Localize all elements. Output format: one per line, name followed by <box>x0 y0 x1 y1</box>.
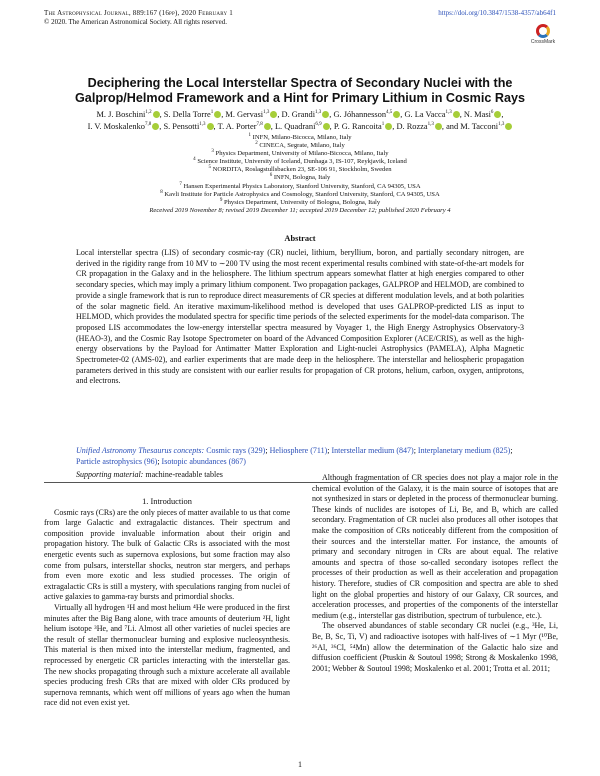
affiliation-9: $^9$ Physics Department, University of Bologna, Bologna, Italy <box>219 197 381 206</box>
copyright-notice: © 2020. The American Astronomical Society. All rights reserved. <box>44 18 228 26</box>
author-11[interactable]: L. Quadrani$^{6,9}$ <box>275 122 330 131</box>
keyword-link[interactable]: Interstellar medium (847) <box>331 446 414 455</box>
orcid-icon[interactable] <box>153 111 160 118</box>
keywords: Unified Astronomy Thesaurus concepts: Cosmic rays (329); Heliosphere (711); Interstellar medium (847); Interplanetary medium (825); Particle astrophysics (96); Isotopic abundances (867) <box>76 446 513 466</box>
crossmark-icon <box>536 24 550 38</box>
orcid-icon[interactable] <box>453 111 460 118</box>
orcid-icon[interactable] <box>207 123 214 130</box>
author-9[interactable]: S. Pensotti$^{1,3}$ <box>163 122 213 131</box>
author-5[interactable]: G. Jóhannesson$^{4,5}$ <box>333 110 400 119</box>
received-dates: Received 2019 November 8; revised 2019 December 11; accepted 2019 December 12; published 2020 February 4 <box>149 206 451 214</box>
abstract-heading: Abstract <box>284 234 316 243</box>
journal-citation: The Astrophysical Journal, 889:167 (16pp), 2020 February 1 <box>44 9 233 17</box>
author-3[interactable]: M. Gervasi$^{1,3}$ <box>225 110 277 119</box>
keyword-link[interactable]: Heliosphere (711) <box>269 446 328 455</box>
paragraph: Virtually all hydrogen ¹H and most helium ⁴He were produced in the first minutes after the Big Bang alone, with trace amounts of deuterium ²H, light helium isotope ³He, and ⁷Li. Almost all other varieties of nuclei species are the result of stellar thermonuclear burning and explosive nucleosynthesis. This material is then mixed into the interstellar medium, fragmented, and reprocessed by energetic CR particles interacting with the interstellar gas. The new shocks propagating through such a mixture accelerate all available species producing fresh CRs that are mixed with older CRs produced by supernova remnants, which went off millions of years ago when the human race did not even exist yet. <box>44 602 290 708</box>
keyword-link[interactable]: Interplanetary medium (825) <box>417 446 511 455</box>
orcid-icon[interactable] <box>494 111 501 118</box>
doi-link[interactable]: https://doi.org/10.3847/1538-4357/ab64f1 <box>438 9 556 17</box>
affiliation-4: $^4$ Science Institute, University of Iceland, Dunhaga 3, IS-107, Reykjavik, Iceland <box>193 157 407 166</box>
author-13[interactable]: D. Rozza$^{1,3}$ <box>396 122 441 131</box>
affiliation-3: $^3$ Physics Department, University of Milano-Bicocca, Milano, Italy <box>211 149 389 158</box>
supporting-material-label: Supporting material: <box>76 470 144 479</box>
author-1[interactable]: M. J. Boschini$^{1,2}$ <box>96 110 159 119</box>
author-list <box>40 109 560 133</box>
keyword-link[interactable]: Particle astrophysics (96) <box>76 456 158 466</box>
affiliation-list <box>40 134 560 215</box>
author-14[interactable]: M. Tacconi$^{1,3}$ <box>460 122 512 131</box>
paragraph: Cosmic rays (CRs) are the only pieces of matter available to us that come from large Galactic and extragalactic distances. Their spectrum and composition provide invaluable information about their origin and propagation history. The bulk of Galactic CRs is associated with the most energetic events such as supernova explosions, but some fraction may also come from pulsars, interstellar shocks, neutron star mergers, and perhaps from even more exotic and less studied processes. The origin of extragalactic CRs is still a mystery, with speculations ranging from nuclei of active galaxies to gamma-ray bursts and primordial shocks. <box>44 507 290 602</box>
column-left <box>44 497 290 709</box>
affiliation-8: $^8$ Kavli Institute for Particle Astrophysics and Cosmology, Stanford University, Stanford, CA 94305, USA <box>160 189 440 198</box>
author-8[interactable]: I. V. Moskalenko$^{7,8}$ <box>88 122 160 131</box>
page-number: 1 <box>298 760 302 769</box>
paragraph: Although fragmentation of CR species does not play a major role in the chemical evolution of the Galaxy, it is the main source of isotopes that are not synthesized in stars or depleted in the process of thermonuclear burning. These kinds of nuclides are isotopes of Li, Be, and B, which are called secondary. Fragmentation of CR nuclei also produces all other isotopes that make the composition of CRs noticeably different from the composition of their sources and the interstellar matter. For instance, the amounts of primary and secondary nitrogen in CRs are about equal. The relative amounts and spectra of those so-called secondary isotopes reflect the processes of their production as well as their acceleration and propagation history. Therefore, studies of CR composition and spectra are able to shed light on the global properties and history of our Galaxy, CR sources, and acceleration processes, and properties of the components of the interstellar medium (e.g., interstellar gas distribution, spectrum of turbulence, etc.). <box>312 473 558 620</box>
author-10[interactable]: T. A. Porter$^{7,8}$ <box>218 122 271 131</box>
affiliation-7: $^7$ Hansen Experimental Physics Laboratory, Stanford University, Stanford, CA 94305, USA <box>179 181 421 190</box>
column-right <box>312 473 558 674</box>
orcid-icon[interactable] <box>214 111 221 118</box>
affiliation-1: $^1$ INFN, Milano-Bicocca, Milano, Italy <box>248 132 352 141</box>
abstract-text: Local interstellar spectra (LIS) of secondary cosmic-ray (CR) nuclei, lithium, beryllium, boron, and partially secondary nitrogen, are derived in the rigidity range from 10 MV to ∼200 TV using the most recent experimental results combined with state-of-the-art models for CR propagation in the Galaxy and in the heliosphere. The lithium spectrum appears somewhat flatter at high energies compared to other secondary species, which may imply a primary lithium component. Two propagation packages, GALPROP and HELMOD, are combined to provide a single framework that is run to reproduce direct measurements of CR species at different modulation levels, and at both polarities of the solar magnetic field. An iterative maximum-likelihood method is developed that uses GALPROP-predicted LIS as input to HELMOD, which provides the modulated spectra for specific time periods of the selected experiments for the model-data comparison. The proposed LIS accommodates the low-energy interstellar spectra measured by Voyager 1, the High Energy Astrophysics Observatory-3 (HEAO-3), and the Cosmic Ray Isotope Spectrometer on board of the Advanced Composition Explorer (ACE/CRIS), as well as the high-energy observations by the Payload for Antimatter Matter Exploration and Light-nuclei Astrophysics (PAMELA), Alpha Magnetic Spectrometer-02 (AMS-02), and earlier experiments that are made deep in the heliosphere. The interstellar and heliospheric propagation parameters derived in this study are consistent with our earlier results for propagation of CR protons, helium, carbon, oxygen, antiprotons, and electrons. <box>76 248 525 386</box>
keywords-label: Unified Astronomy Thesaurus concepts: <box>76 446 205 455</box>
orcid-icon[interactable] <box>385 123 392 130</box>
orcid-icon[interactable] <box>323 123 330 130</box>
orcid-icon[interactable] <box>435 123 442 130</box>
orcid-icon[interactable] <box>322 111 329 118</box>
orcid-icon[interactable] <box>152 123 159 130</box>
supporting-material-link[interactable]: machine-readable tables <box>145 470 223 479</box>
paragraph: The observed abundances of stable secondary CR nuclei (e.g., ³He, Li, Be, B, Sc, Ti, V) and radioactive isotopes with half-lives of ∼1 Myr (¹⁰Be, ²⁶Al, ³⁶Cl, ⁵⁴Mn) allow the determination of the Galactic halo size and diffusion coefficient (Ptuskin & Soutoul 1998; Strong & Moskalenko 1998, 2001; Webber & Soutoul 1998; Moskalenko et al. 2001; Trotta et al. 2011; <box>312 621 558 673</box>
author-and: and <box>446 122 459 131</box>
section-heading-introduction: 1. Introduction <box>142 497 192 506</box>
keyword-link[interactable]: Isotopic abundances (867) <box>161 456 246 466</box>
orcid-icon[interactable] <box>505 123 512 130</box>
author-line-1: M. J. Boschini$^{1,2}$ , S. Della Torre$^1$ , M. Gervasi$^{1,3}$ , D. Grandi$^{1,3}$ , G. Jóhannesson$^{4,5}$ , G. La Vacca$^{1,3}$ , N. Masi$^6$ , <box>96 110 504 119</box>
affiliation-6: $^6$ INFN, Bologna, Italy <box>269 173 331 182</box>
affiliation-5: $^5$ NORDITA, Roslagstullsbacken 23, SE-106 91, Stockholm, Sweden <box>208 165 392 174</box>
crossmark-label: CrossMark <box>530 39 556 45</box>
orcid-icon[interactable] <box>270 111 277 118</box>
orcid-icon[interactable] <box>393 111 400 118</box>
crossmark-badge[interactable] <box>530 24 556 45</box>
author-line-2: I. V. Moskalenko$^{7,8}$ , S. Pensotti$^{1,3}$ , T. A. Porter$^{7,8}$ , L. Quadrani$^{6,9}$ , P. G. Rancoita$^1$ , D. Rozza$^{1,3}$ , and M. Tacconi$^{1,3}$ <box>40 121 560 133</box>
paper-title: Deciphering the Local Interstellar Spectra of Secondary Nuclei with the Galprop/Helmod Framework and a Hint for Primary Lithium in Cosmic Rays <box>75 76 525 105</box>
author-2[interactable]: S. Della Torre$^1$ <box>164 110 221 119</box>
author-12[interactable]: P. G. Rancoita$^1$ <box>334 122 392 131</box>
keyword-link[interactable]: Cosmic rays (329) <box>206 446 266 455</box>
orcid-icon[interactable] <box>264 123 271 130</box>
affiliation-2: $^2$ CINECA, Segrate, Milano, Italy <box>255 140 345 150</box>
author-6[interactable]: G. La Vacca$^{1,3}$ <box>404 110 459 119</box>
author-7[interactable]: N. Masi$^6$ <box>464 110 502 119</box>
author-4[interactable]: D. Grandi$^{1,3}$ <box>282 110 330 119</box>
header-left <box>44 9 344 27</box>
